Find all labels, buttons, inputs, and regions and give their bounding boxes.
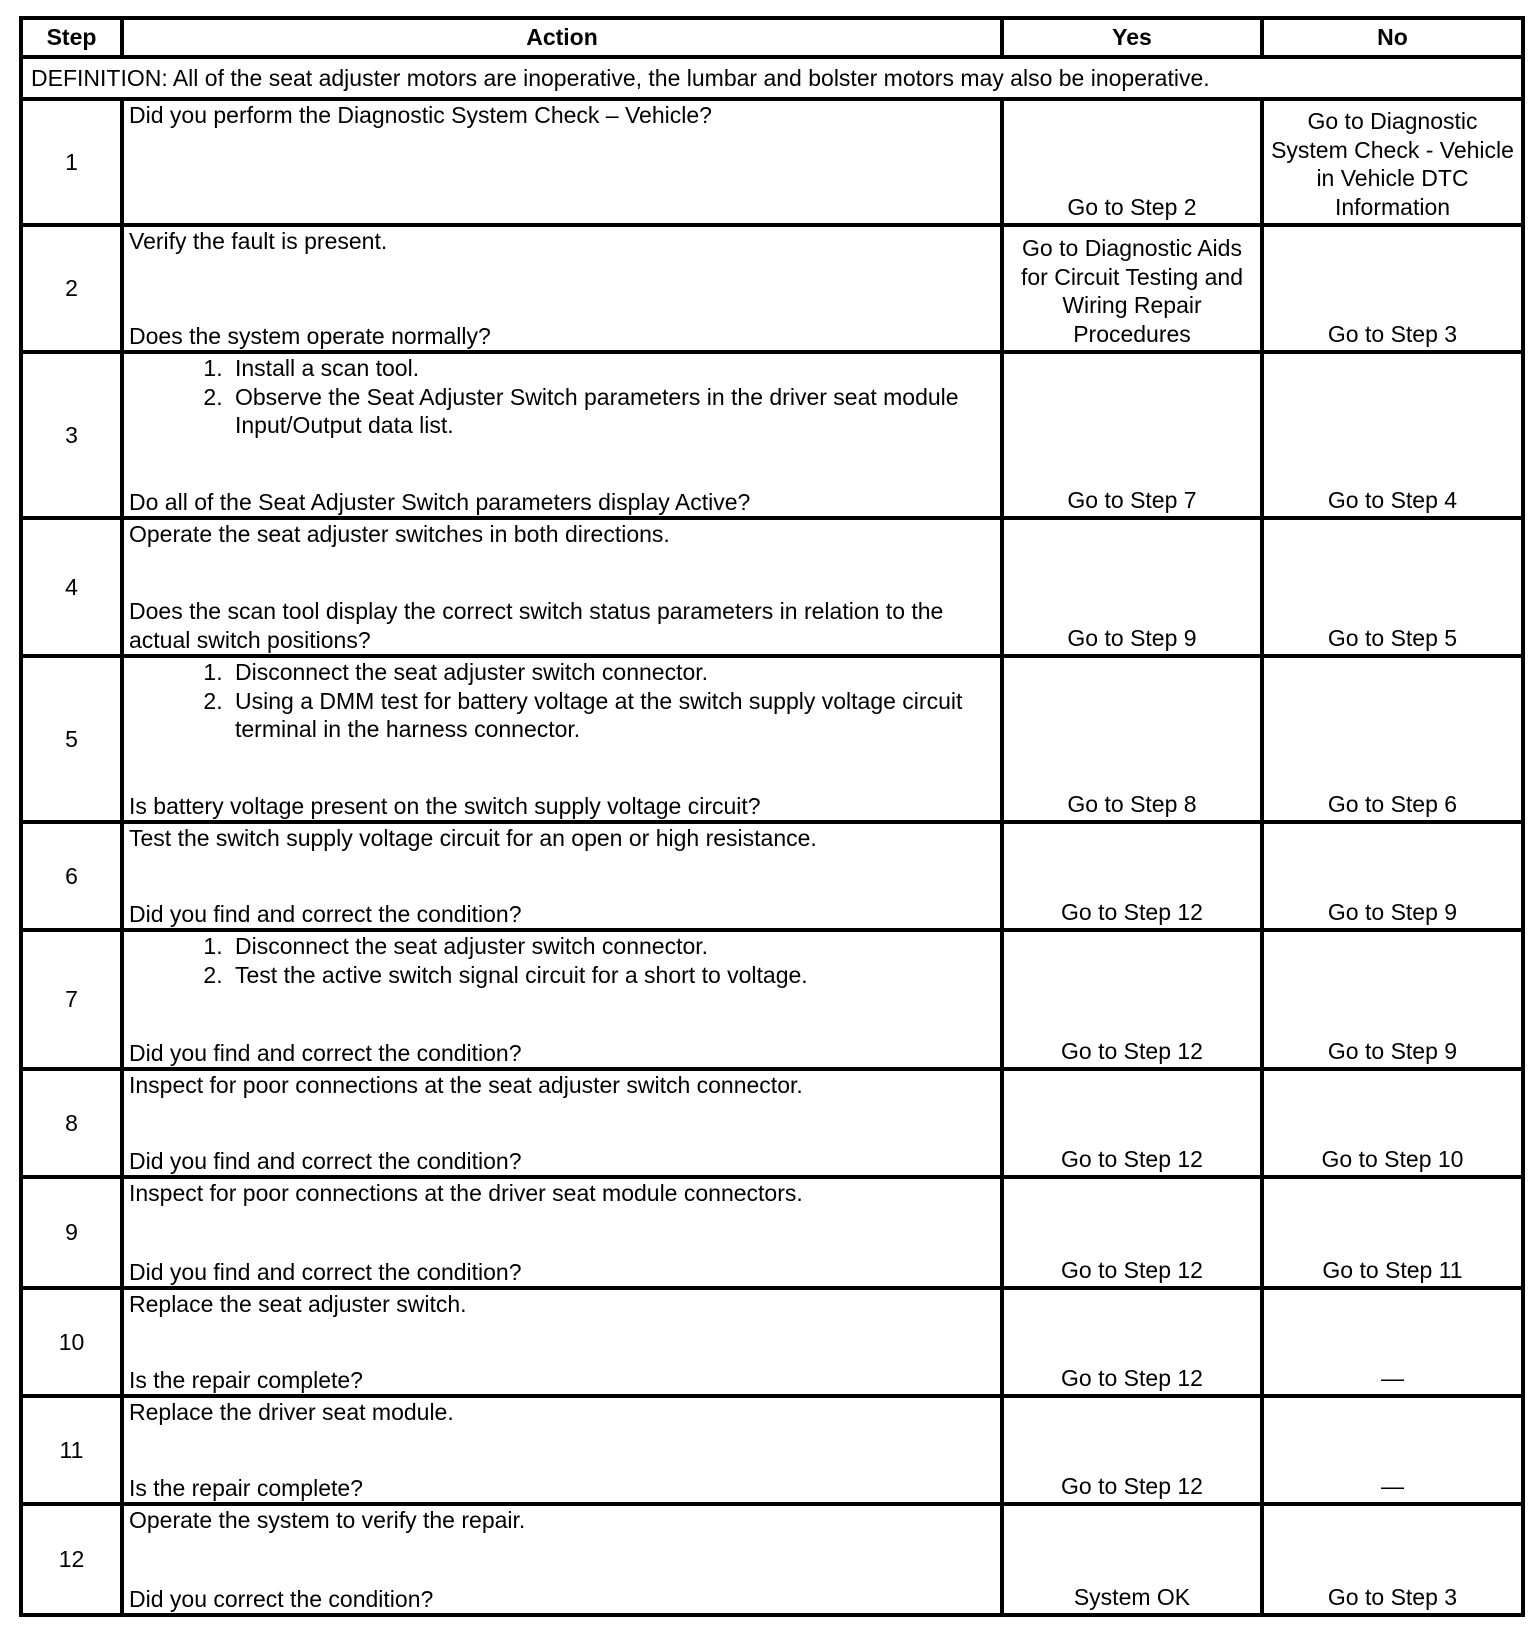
yes-result: Go to Step 9 <box>1002 518 1262 656</box>
action-cell <box>122 930 1002 1069</box>
action-text: Replace the driver seat module. <box>129 1399 454 1425</box>
action-text: Operate the seat adjuster switches in both directions. <box>129 521 670 547</box>
step-number: 12 <box>21 1504 122 1615</box>
yes-result: Go to Step 12 <box>1002 1396 1262 1504</box>
no-result: Go to Step 6 <box>1262 656 1523 822</box>
action-text: Operate the system to verify the repair. <box>129 1507 526 1533</box>
yes-result: Go to Step 12 <box>1002 822 1262 930</box>
no-result: — <box>1262 1396 1523 1504</box>
action-list-item: 1. Install a scan tool. <box>229 354 995 383</box>
diagnostic-table <box>19 16 1525 1617</box>
action-question: Did you find and correct the condition? <box>129 900 522 927</box>
step-number: 7 <box>21 930 122 1069</box>
header-step: Step <box>21 18 122 57</box>
step-number: 8 <box>21 1069 122 1177</box>
action-text: Verify the fault is present. <box>129 228 388 254</box>
definition-text: DEFINITION: All of the seat adjuster motors are inoperative, the lumbar and bolster motors may also be inoperative. <box>21 57 1523 99</box>
no-result: Go to Step 10 <box>1262 1069 1523 1177</box>
step-number: 11 <box>21 1396 122 1504</box>
action-cell <box>122 1288 1002 1396</box>
no-result: Go to Step 9 <box>1262 822 1523 930</box>
table-row <box>21 518 1523 656</box>
action-text: Replace the seat adjuster switch. <box>129 1291 467 1317</box>
table-row <box>21 1504 1523 1615</box>
action-cell <box>122 99 1002 225</box>
action-question: Did you find and correct the condition? <box>129 1258 522 1285</box>
action-question: Did you find and correct the condition? <box>129 1147 522 1174</box>
table-row <box>21 1396 1523 1504</box>
step-number: 5 <box>21 656 122 822</box>
action-list <box>129 932 995 989</box>
step-number: 10 <box>21 1288 122 1396</box>
table-row <box>21 1177 1523 1288</box>
yes-result: Go to Step 8 <box>1002 656 1262 822</box>
yes-result: Go to Step 7 <box>1002 352 1262 518</box>
table-row <box>21 99 1523 225</box>
action-question: Does the system operate normally? <box>129 322 491 349</box>
action-text: Did you perform the Diagnostic System Check – Vehicle? <box>129 102 712 128</box>
no-result: Go to Diagnostic System Check - Vehicle in Vehicle DTC Information <box>1262 99 1523 225</box>
table-row <box>21 822 1523 930</box>
yes-result: Go to Step 12 <box>1002 1288 1262 1396</box>
header-no: No <box>1262 18 1523 57</box>
no-result: Go to Step 11 <box>1262 1177 1523 1288</box>
action-text: Inspect for poor connections at the seat adjuster switch connector. <box>129 1072 803 1098</box>
table-row <box>21 656 1523 822</box>
action-text: Inspect for poor connections at the driver seat module connectors. <box>129 1180 803 1206</box>
action-cell <box>122 1177 1002 1288</box>
step-number: 1 <box>21 99 122 225</box>
header-yes: Yes <box>1002 18 1262 57</box>
yes-result: Go to Diagnostic Aids for Circuit Testing and Wiring Repair Procedures <box>1002 225 1262 352</box>
action-question: Is the repair complete? <box>129 1474 363 1501</box>
yes-result: Go to Step 2 <box>1002 99 1262 225</box>
table-row <box>21 225 1523 352</box>
action-list <box>129 658 995 744</box>
action-question: Is the repair complete? <box>129 1366 363 1393</box>
action-cell <box>122 352 1002 518</box>
action-cell <box>122 1396 1002 1504</box>
yes-result: Go to Step 12 <box>1002 1069 1262 1177</box>
action-cell <box>122 656 1002 822</box>
action-cell <box>122 822 1002 930</box>
table-row <box>21 1288 1523 1396</box>
action-question: Does the scan tool display the correct switch status parameters in relation to the actual switch positions? <box>129 598 944 653</box>
yes-result: System OK <box>1002 1504 1262 1615</box>
no-result: — <box>1262 1288 1523 1396</box>
action-cell <box>122 518 1002 656</box>
no-result: Go to Step 4 <box>1262 352 1523 518</box>
action-question: Did you correct the condition? <box>129 1585 434 1612</box>
table-row <box>21 352 1523 518</box>
action-cell <box>122 225 1002 352</box>
action-list <box>129 354 995 440</box>
action-list-item: 2. Test the active switch signal circuit for a short to voltage. <box>229 961 995 990</box>
table-row <box>21 930 1523 1069</box>
no-result: Go to Step 3 <box>1262 225 1523 352</box>
header-action: Action <box>122 18 1002 57</box>
action-question: Is battery voltage present on the switch supply voltage circuit? <box>129 792 761 819</box>
step-number: 6 <box>21 822 122 930</box>
no-result: Go to Step 3 <box>1262 1504 1523 1615</box>
table-row <box>21 1069 1523 1177</box>
action-cell <box>122 1069 1002 1177</box>
action-list-item: 2. Using a DMM test for battery voltage at the switch supply voltage circuit terminal in the harness connector. <box>229 687 995 744</box>
action-question: Do all of the Seat Adjuster Switch parameters display Active? <box>129 488 751 515</box>
no-result: Go to Step 5 <box>1262 518 1523 656</box>
step-number: 4 <box>21 518 122 656</box>
action-list-item: 1. Disconnect the seat adjuster switch connector. <box>229 932 995 961</box>
step-number: 9 <box>21 1177 122 1288</box>
definition-row <box>21 57 1523 99</box>
action-text: Test the switch supply voltage circuit for an open or high resistance. <box>129 825 817 851</box>
step-number: 2 <box>21 225 122 352</box>
action-question: Did you find and correct the condition? <box>129 1039 522 1066</box>
step-number: 3 <box>21 352 122 518</box>
action-cell <box>122 1504 1002 1615</box>
header-row <box>21 18 1523 57</box>
no-result: Go to Step 9 <box>1262 930 1523 1069</box>
yes-result: Go to Step 12 <box>1002 1177 1262 1288</box>
yes-result: Go to Step 12 <box>1002 930 1262 1069</box>
action-list-item: 1. Disconnect the seat adjuster switch connector. <box>229 658 995 687</box>
action-list-item: 2. Observe the Seat Adjuster Switch parameters in the driver seat module Input/Output data list. <box>229 383 995 440</box>
